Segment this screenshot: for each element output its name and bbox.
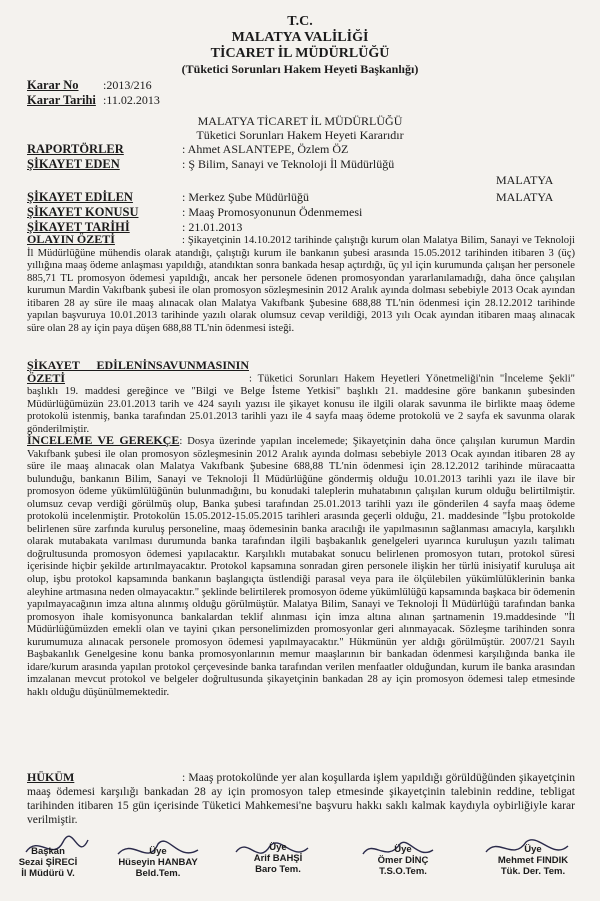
signature-title: Baro Tem. (255, 864, 301, 875)
signature-name: Ömer DİNÇ (377, 855, 429, 866)
field-row (27, 190, 572, 204)
signature-role: Üye (394, 844, 412, 855)
field-raportorler-value: : Ahmet ASLANTEPE, Özlem ÖZ (182, 142, 349, 156)
decision-meta (27, 78, 160, 108)
field-row (27, 205, 572, 219)
field-raportorler-label: RAPORTÖRLER (27, 142, 124, 156)
field-sikayet-konusu-value: : Maaş Promosyonunun Ödenmemesi (182, 205, 363, 219)
section-inceleme (27, 434, 575, 699)
olayin-ozeti-label: OLAYIN ÖZETİ (27, 232, 115, 246)
field-sikayet-edilen-label: ŞİKAYET EDİLEN (27, 190, 133, 204)
title-karar: Tüketici Sorunları Hakem Heyeti Kararıdır (196, 128, 404, 142)
field-sikayet-edilen-value: : Merkez Şube Müdürlüğü (182, 190, 309, 204)
inceleme-text: : Dosya üzerinde yapılan incelemede; Şikayetçinin daha önce çalışılan kurumun Mardin Vakıfbank şubesi ile olan promosyon sözleşmesinin 2012 Aralık ayında dolması sebebiyle 2013 Ocak ayından itibaren 28 ay süre ile maaş alınacak olan Malatya Vakıfbank Şubesine 688,88 TL'nin ödenmesi için 28.12.2012 tarihinde müracaatta bulunduğu, bankanın Bilim, Sanayi ve Teknoloji İl Müdürlüğüne göndermiş olduğu 10.01.2013 tarihli yazı ile ilave bir promosyon ödeme yükümlülüğünün bulunmadığını, bu konudaki taleplerin muhatabının çalışılan kurum olduğu belirtilmiştir. olumsuz cevap verdiği görülmüş olup, Banka şubesi tarafından 25.01.2013 tarihli yazı ile gönderilen 4 sayfa maaş ödeme protokolü incelenmiştir. Protokolün 15.05.2012-15.05.2015 tarihleri arasında geçerli olduğu, 21. maddesinde "İşbu protokolde belirlenen süre zarfında kuruluş personeline, maaş ödemesinin banka aracılığı ile yapılmasının sağlanması amacıyla, karşılıklı olarak mutabakata varılması durumunda banka tarafından ilgili başbakanlık genelgeleri uyarınca kuruluşun yazılı talimatı doğrultusunda promosyon ödemesi yapılacaktır. Karşılıklı mutabakat sonucu belirlenen promosyon tutarı, protokol süresi içerisinde hiçbir şekilde artırılmayacaktır. Protokol kapsamına sonradan giren personele ilişkin her türlü inisiyatif kuruluşa ait olup, işbu protokol kapsamında bankanın başlangıçta üstlendiği parasal veya para ile ölçülebilen yükümlülüklerinin banka aleyhine artmasına neden olmayacaktır." şeklinde belirtilerek promosyon ödeme yükümlülüğü kapsamında başkaca bir ödemenin yapılmayacağının imza altına alınmış olduğu görülmüştür. Malatya Bilim, Sanayi ve Teknoloji İl Müdürlüğü tarafından banka promosyon ihale komisyonunca bankalardan teklif alınması için imza altına alınan şartnamenin 19.maddesinde "İl Müdürlüğümüzden emekli olan ve tayini çıkan personelimizden promosyonlar geri alınmayacak. Sözleşme tarihinden sonra kurumumuza alınacak personele promosyon ödemesi yapılmayacaktır." Hükmünün yer aldığı görülmüştür. 2007/21 Sayılı Başbakanlık Genelgesine konu banka promosyonlarının memur maaşlarının bir bankadan ödenmesi karşılığında banka ile idare/kurum arasında yapılan protokol çerçevesinde banka tarafından verilen menfaatler olduğundan, kurum ile banka arasından imzalanan mevcut protokol ve belgeler doğrultusunda şikayetçinin bankadan 28 ay için promosyon ödemesi talep etmesinde haklı olduğu düşünülmemektedir. (27, 436, 575, 698)
city-label-2: MALATYA (496, 190, 554, 204)
field-row (27, 142, 572, 156)
header-valilik: MALATYA VALİLİĞİ (231, 30, 369, 45)
signature-uye-4 (478, 844, 588, 877)
signature-title: Tük. Der. Tem. (500, 866, 566, 877)
signature-name: Sezai ŞİRECİ (18, 857, 78, 868)
signature-role: Üye (269, 842, 287, 853)
karar-tarihi-value: :11.02.2013 (103, 93, 160, 107)
decision-title (150, 114, 450, 142)
inceleme-label: İNCELEME VE GEREKÇE (27, 433, 180, 447)
olayin-ozeti-text: : Şikayetçinin 14.10.2012 tarihinde çalıştığı kurum olan Malatya Bilim, Sanayi ve Teknoloji İl Müdürlüğüne mühendis olarak atandığı, çalıştığı kurum ile bankanın şubesi arasında 15.05.2012 tarihinden itibaren 3 (üç) yıllığına maaş ödeme anlaşması yapıldığı, atandıktan sonra bankada hesap açtırdığı, üç yıl için kurumunda çalışan her personele 885,71 TL promosyon ödemesi yapıldığı, ancak her personele ödenen promosyondan yararlanılamadığı, daha önce çalışılan kurumun Mardin Vakıfbank şubesi ile olan promosyon sözleşmesinin 2012 Aralık ayında dolması sebebiyle 2013 Ocak ayından itibaren 28 ay süre ile maaş alınacak olan Malatya Vakıfbank Şubesine 688,88 TL'nin ödenmesi için 28.12.2012 tarihinde yapılan başvuruya 10.01.2013 tarihinde yazılı olarak olumsuz cevap verildiği, 2013 yılı Ocak ayından itibaren maaş alınacak süre olan 28 ay için paya düşen 688,88 TL'nin ödenmesi isteği. (27, 235, 575, 334)
signature-role: Üye (149, 846, 167, 857)
section-savunma (27, 359, 575, 436)
signature-title: Beld.Tem. (135, 868, 181, 879)
signature-baskan (8, 846, 88, 879)
savunma-text: : Tüketici Sorunları Hakem Heyetleri Yönetmeliği'nin "İnceleme Şekli" başlıklı 19. maddesi gereğince ve "Bilgi ve Belge İsteme Yetkisi" başlıklı 21. maddesine göre bankanın şubesinden Müdürlüğümüzün 23.01.2013 tarih ve 424 sayılı yazısı ile şikayet konusu ile ilgili olarak savunma ile birlikte maaş ödeme protokolü istenmiş, banka tarafından 25.01.2013 tarihli yazı ile 4 sayfa maaş ödeme protokolü ve 2 sayfa ek savunma olarak gönderilmiştir. (27, 373, 575, 435)
signature-uye-1 (103, 846, 213, 879)
signature-name: Hüseyin HANBAY (118, 857, 198, 868)
signature-uye-3 (348, 844, 458, 877)
field-sikayet-eden-value: : Ş Bilim, Sanayi ve Teknoloji İl Müdürlüğü (182, 157, 395, 171)
field-sikayet-tarihi-value: : 21.01.2013 (182, 220, 243, 234)
karar-no-value: :2013/216 (103, 78, 152, 92)
fields-block (27, 142, 572, 234)
section-olayin-ozeti (27, 233, 575, 335)
signature-title: T.S.O.Tem. (379, 866, 427, 877)
savunma-label: ŞİKAYET EDİLENİNSAVUNMASININ ÖZETİ (27, 358, 249, 385)
signature-role: Başkan (31, 846, 65, 857)
signature-uye-2 (223, 842, 333, 875)
hukum-text: : Maaş protokolünde yer alan koşullarda işlem yapıldığı görüldüğünden şikayetçinin maaş ödemesi karşılığı bankadan 28 ay için promosyon talep etmesinde şikayetçinin talebinin reddine, tebligat tarihinden itibaren 15 gün içerisinde Tüketici Mahkemesi'ne başvuru hakkı saklı kalmak kaydıyla oybirliğiyle karar verilmiştir. (27, 771, 575, 826)
signature-role: Üye (524, 844, 542, 855)
hukum-label: HÜKÜM (27, 770, 75, 784)
karar-tarihi-label: Karar Tarihi (27, 93, 96, 107)
signature-title: İl Müdürü V. (21, 868, 75, 879)
field-row (27, 157, 572, 171)
signature-name: Mehmet FINDIK (497, 855, 569, 866)
field-sikayet-konusu-label: ŞİKAYET KONUSU (27, 205, 139, 219)
header-tc: T.C. (287, 14, 313, 29)
city-label-1: MALATYA (496, 173, 554, 187)
document-header (0, 14, 600, 76)
header-baskanlik: (Tüketici Sorunları Hakem Heyeti Başkanlığı) (181, 62, 419, 76)
section-hukum (27, 770, 575, 827)
signature-name: Arif BAHŞİ (253, 853, 303, 864)
field-sikayet-eden-label: ŞİKAYET EDEN (27, 157, 120, 171)
field-sikayet-tarihi-label: ŞİKAYET TARİHİ (27, 220, 130, 234)
signature-block (8, 832, 592, 898)
header-mudurluk: TİCARET İL MÜDÜRLÜĞÜ (210, 46, 390, 61)
karar-no-label: Karar No (27, 78, 79, 92)
title-mudurluk: MALATYA TİCARET İL MÜDÜRLÜĞÜ (197, 114, 403, 128)
